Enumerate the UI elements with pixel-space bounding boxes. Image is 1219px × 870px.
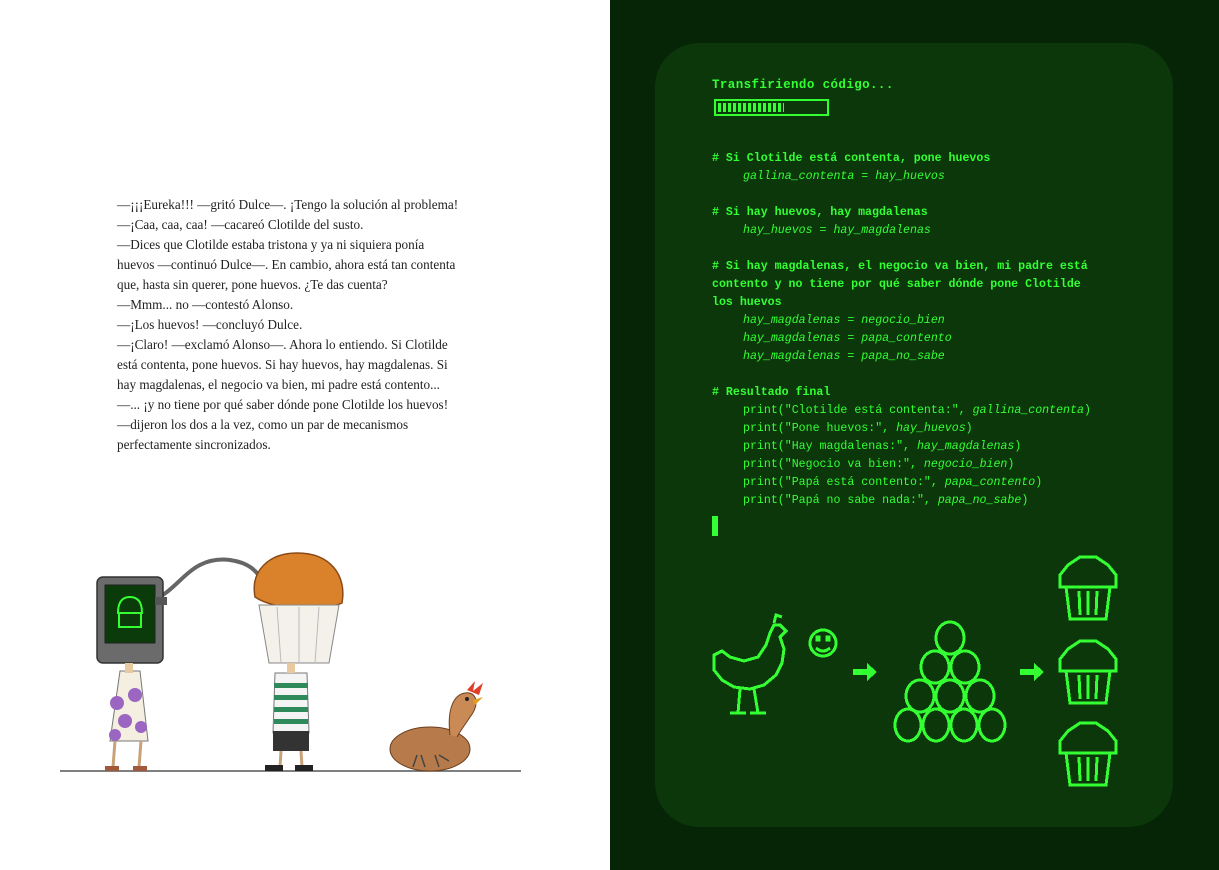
- code-line: [712, 168, 1142, 186]
- print-var: hay_huevos: [896, 422, 966, 435]
- code-comment: # Resultado final: [712, 386, 831, 399]
- print-string: "Papá no sabe nada:",: [784, 494, 938, 507]
- code-op: =: [840, 314, 862, 327]
- pixel-muffin-icon: [1060, 641, 1116, 703]
- pixel-muffin-icon: [1060, 557, 1116, 619]
- story-line: está contenta, pone huevos. Si hay huevos, hay magdalenas. Si: [117, 357, 448, 372]
- code-var: hay_huevos: [743, 224, 813, 237]
- egg-pyramid-icon: [895, 622, 1005, 741]
- terminal-cursor: [712, 516, 718, 536]
- code-comment: los huevos: [712, 296, 782, 309]
- print-keyword: print(: [743, 440, 785, 453]
- code-line: [712, 222, 1142, 240]
- print-line: [712, 420, 1142, 438]
- code-var: negocio_bien: [861, 314, 945, 327]
- progress-fill: [718, 103, 784, 112]
- print-close: ): [1083, 404, 1091, 417]
- story-line: —Dices que Clotilde estaba tristona y ya ni siquiera ponía: [117, 237, 425, 252]
- blank-line: [712, 240, 1142, 258]
- story-text: [117, 195, 487, 455]
- print-keyword: print(: [743, 476, 785, 489]
- print-string: "Pone huevos:",: [784, 422, 897, 435]
- code-op: =: [840, 350, 862, 363]
- print-var: papa_contento: [944, 476, 1036, 489]
- code-var: gallina_contenta: [743, 170, 855, 183]
- muffin-head-boy: [254, 553, 343, 771]
- story-line: —dijeron los dos a la vez, como un par de mecanismos: [117, 417, 409, 432]
- print-close: ): [1014, 440, 1022, 453]
- code-op: =: [840, 332, 862, 345]
- story-line: hay magdalenas, el negocio va bien, mi padre está contento...: [117, 377, 440, 392]
- story-line: huevos —continuó Dulce—. En cambio, ahora está tan contenta: [117, 257, 456, 272]
- code-var: papa_no_sabe: [861, 350, 945, 363]
- print-keyword: print(: [743, 494, 785, 507]
- print-line: [712, 456, 1142, 474]
- print-close: ): [1035, 476, 1043, 489]
- cable: [153, 560, 265, 600]
- logic-diagram: [700, 545, 1140, 805]
- story-line: —¡Los huevos! —concluyó Dulce.: [117, 317, 303, 332]
- story-line: —¡Claro! —exclamó Alonso—. Ahora lo entiendo. Si Clotilde: [117, 337, 448, 352]
- print-var: gallina_contenta: [972, 404, 1084, 417]
- code-line: [712, 330, 1142, 348]
- print-close: ): [1021, 494, 1029, 507]
- story-line: —Mmm... no —contestó Alonso.: [117, 297, 294, 312]
- print-string: "Hay magdalenas:",: [784, 440, 917, 453]
- code-var: papa_contento: [861, 332, 952, 345]
- illustration: [55, 545, 535, 785]
- progress-bar: [714, 99, 829, 116]
- print-line: [712, 474, 1142, 492]
- print-line: [712, 438, 1142, 456]
- code-var: hay_magdalenas: [743, 350, 841, 363]
- arrow-right-icon: [1020, 663, 1044, 681]
- print-var: negocio_bien: [923, 458, 1008, 471]
- print-line: [712, 402, 1142, 420]
- print-var: hay_magdalenas: [916, 440, 1015, 453]
- computer-head-girl: [97, 577, 167, 771]
- print-keyword: print(: [743, 404, 785, 417]
- print-line: [712, 492, 1142, 510]
- print-close: ): [1007, 458, 1015, 471]
- arrow-right-icon: [853, 663, 877, 681]
- code-line: [712, 348, 1142, 366]
- blank-line: [712, 366, 1142, 384]
- code-line: [712, 312, 1142, 330]
- print-keyword: print(: [743, 422, 785, 435]
- code-var: hay_magdalenas: [833, 224, 931, 237]
- smiley-icon: [810, 630, 836, 656]
- print-string: "Negocio va bien:",: [784, 458, 924, 471]
- transfer-title: Transfiriendo código...: [712, 78, 894, 92]
- code-comment: contento y no tiene por qué saber dónde pone Clotilde: [712, 278, 1081, 291]
- pixel-hen-icon: [714, 615, 786, 713]
- story-line: perfectamente sincronizados.: [117, 437, 271, 452]
- code-comment: # Si hay huevos, hay magdalenas: [712, 206, 928, 219]
- story-line: que, hasta sin querer, pone huevos. ¿Te das cuenta?: [117, 277, 388, 292]
- code-comment: # Si Clotilde está contenta, pone huevos: [712, 152, 991, 165]
- code-var: hay_huevos: [875, 170, 945, 183]
- print-close: ): [965, 422, 973, 435]
- print-keyword: print(: [743, 458, 785, 471]
- code-var: hay_magdalenas: [743, 314, 841, 327]
- story-line: —¡Caa, caa, caa! —cacareó Clotilde del susto.: [117, 217, 364, 232]
- code-comment: # Si hay magdalenas, el negocio va bien, mi padre está: [712, 260, 1088, 273]
- blank-line: [712, 186, 1142, 204]
- story-line: —¡¡¡Eureka!!! —gritó Dulce—. ¡Tengo la solución al problema!: [117, 197, 459, 212]
- code-op: =: [812, 224, 834, 237]
- story-line: —... ¡y no tiene por qué saber dónde pone Clotilde los huevos!: [117, 397, 449, 412]
- print-string: "Papá está contento:",: [784, 476, 945, 489]
- pixel-muffin-icon: [1060, 723, 1116, 785]
- code-op: =: [854, 170, 876, 183]
- print-string: "Clotilde está contenta:",: [784, 404, 973, 417]
- print-var: papa_no_sabe: [937, 494, 1022, 507]
- hen-clotilde: [390, 681, 483, 771]
- code-block: [712, 150, 1142, 510]
- code-var: hay_magdalenas: [743, 332, 841, 345]
